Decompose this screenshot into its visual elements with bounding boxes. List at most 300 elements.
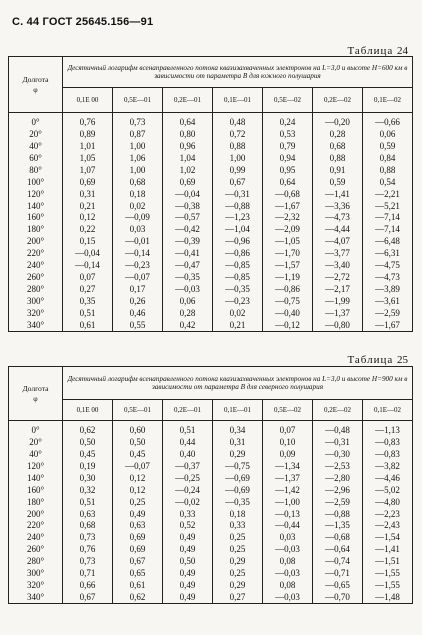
value-cell: —0,07	[113, 271, 163, 283]
column-header: 0,5E—02	[263, 400, 313, 421]
value-cell: 0,63	[63, 508, 113, 520]
value-cell: —1,35	[313, 520, 363, 532]
table-24	[8, 56, 413, 332]
value-cell: 0,67	[113, 555, 163, 567]
value-cell: —5,02	[363, 484, 413, 496]
table-row	[9, 176, 413, 188]
column-header: 0,2E—01	[163, 400, 213, 421]
value-cell: —0,86	[263, 283, 313, 295]
value-cell: —2,23	[363, 508, 413, 520]
value-cell: —0,69	[213, 484, 263, 496]
table-25-caption	[347, 354, 408, 366]
value-cell: —4,46	[363, 472, 413, 484]
value-cell: 0,61	[113, 579, 163, 591]
table-row	[9, 421, 413, 436]
longitude-cell: 160°	[9, 212, 63, 224]
value-cell: —0,65	[313, 579, 363, 591]
table-row	[9, 520, 413, 532]
value-cell: 1,04	[163, 152, 213, 164]
value-cell: —3,89	[363, 283, 413, 295]
column-header: 0,5E—02	[263, 88, 313, 113]
value-cell: —1,41	[313, 188, 363, 200]
value-cell: —1,41	[363, 543, 413, 555]
longitude-cell: 340°	[9, 591, 63, 603]
value-cell: —1,34	[263, 460, 313, 472]
table-25-body	[9, 421, 413, 604]
longitude-header	[9, 367, 63, 421]
value-cell: —3,36	[313, 200, 363, 212]
table-row	[9, 140, 413, 152]
value-cell: —0,09	[113, 212, 163, 224]
longitude-cell: 180°	[9, 496, 63, 508]
longitude-cell: 40°	[9, 140, 63, 152]
value-cell: 0,31	[213, 436, 263, 448]
value-cell: 0,63	[113, 520, 163, 532]
value-cell: —0,88	[313, 508, 363, 520]
longitude-cell: 200°	[9, 508, 63, 520]
value-cell: 0,67	[213, 176, 263, 188]
longitude-cell: 180°	[9, 223, 63, 235]
value-cell: 0,15	[63, 235, 113, 247]
value-cell: 0,06	[363, 128, 413, 140]
value-cell: 0,21	[213, 319, 263, 331]
value-cell: 0,42	[163, 319, 213, 331]
value-cell: —0,69	[213, 472, 263, 484]
value-cell: —0,57	[163, 212, 213, 224]
value-cell: —0,71	[313, 567, 363, 579]
value-cell: —0,38	[163, 200, 213, 212]
value-cell: 0,66	[63, 579, 113, 591]
table-row	[9, 283, 413, 295]
value-cell: —0,12	[263, 319, 313, 331]
value-cell: 0,88	[313, 152, 363, 164]
value-cell: 0,52	[163, 520, 213, 532]
value-cell: 0,12	[113, 484, 163, 496]
table-row	[9, 484, 413, 496]
value-cell: 0,53	[263, 128, 313, 140]
value-cell: 0,89	[63, 128, 113, 140]
longitude-cell: 280°	[9, 555, 63, 567]
column-header: 0,1E—01	[213, 88, 263, 113]
value-cell: —0,14	[113, 247, 163, 259]
value-cell: 0,12	[63, 212, 113, 224]
table-row	[9, 247, 413, 259]
value-cell: —1,55	[363, 567, 413, 579]
value-cell: —2,17	[313, 283, 363, 295]
value-cell: —1,57	[263, 259, 313, 271]
value-cell: 0,40	[163, 448, 213, 460]
value-cell: —0,83	[363, 448, 413, 460]
value-cell: 0,73	[63, 555, 113, 567]
value-cell: 0,50	[163, 555, 213, 567]
value-cell: —0,35	[163, 271, 213, 283]
value-cell: —1,37	[313, 307, 363, 319]
value-cell: 0,30	[63, 472, 113, 484]
table-row	[9, 164, 413, 176]
value-cell: —4,07	[313, 235, 363, 247]
value-cell: 0,69	[113, 543, 163, 555]
value-cell: —0,23	[113, 259, 163, 271]
longitude-label: Долгота	[22, 383, 49, 393]
table-24-caption-number: 24	[397, 45, 408, 57]
value-cell: 0,87	[113, 128, 163, 140]
value-cell: —1,55	[363, 579, 413, 591]
value-cell: —2,72	[313, 271, 363, 283]
value-cell: 0,03	[113, 223, 163, 235]
value-cell: 0,33	[213, 520, 263, 532]
value-cell: 0,49	[163, 567, 213, 579]
table-row	[9, 271, 413, 283]
value-cell: —0,80	[313, 319, 363, 331]
table-25	[8, 366, 413, 604]
value-cell: —0,20	[313, 113, 363, 128]
value-cell: 0,18	[113, 188, 163, 200]
column-header: 0,1E 00	[63, 88, 113, 113]
value-cell: —0,03	[263, 543, 313, 555]
longitude-cell: 260°	[9, 543, 63, 555]
value-cell: 0,69	[163, 176, 213, 188]
value-cell: —0,75	[213, 460, 263, 472]
table-row	[9, 259, 413, 271]
value-cell: 0,73	[113, 113, 163, 128]
value-cell: —0,25	[163, 472, 213, 484]
value-cell: 0,62	[113, 591, 163, 603]
value-cell: —0,68	[313, 531, 363, 543]
value-cell: —0,04	[63, 247, 113, 259]
table-row	[9, 319, 413, 331]
table-row	[9, 152, 413, 164]
column-header: 0,2E—01	[163, 88, 213, 113]
table-row	[9, 307, 413, 319]
value-cell: —0,96	[213, 235, 263, 247]
value-cell: —3,40	[313, 259, 363, 271]
value-cell: —1,42	[263, 484, 313, 496]
table-row	[9, 113, 413, 128]
value-cell: —0,86	[213, 247, 263, 259]
value-cell: 0,25	[113, 496, 163, 508]
value-cell: 0,19	[63, 460, 113, 472]
value-cell: —4,73	[363, 271, 413, 283]
value-cell: —7,14	[363, 223, 413, 235]
value-cell: —0,39	[163, 235, 213, 247]
column-header: 0,1E 00	[63, 400, 113, 421]
longitude-symbol: φ	[33, 84, 38, 94]
value-cell: 0,73	[63, 531, 113, 543]
value-cell: —0,85	[213, 259, 263, 271]
value-cell: —2,09	[263, 223, 313, 235]
longitude-cell: 0°	[9, 421, 63, 436]
value-cell: 0,88	[213, 140, 263, 152]
longitude-label: Долгота	[22, 74, 49, 84]
value-cell: —2,59	[363, 307, 413, 319]
value-cell: —1,37	[263, 472, 313, 484]
value-cell: 0,27	[213, 591, 263, 603]
value-cell: 0,65	[113, 567, 163, 579]
longitude-cell: 40°	[9, 448, 63, 460]
longitude-cell: 20°	[9, 128, 63, 140]
value-cell: 0,49	[163, 531, 213, 543]
value-cell: 1,01	[63, 140, 113, 152]
table-row	[9, 235, 413, 247]
value-cell: —0,03	[163, 283, 213, 295]
value-cell: —2,96	[313, 484, 363, 496]
longitude-cell: 320°	[9, 307, 63, 319]
column-header: 0,1E—02	[363, 400, 413, 421]
longitude-cell: 280°	[9, 283, 63, 295]
value-cell: —1,23	[213, 212, 263, 224]
value-cell: 0,35	[63, 295, 113, 307]
value-cell: 1,00	[213, 152, 263, 164]
value-cell: 0,72	[213, 128, 263, 140]
value-cell: —3,61	[363, 295, 413, 307]
longitude-cell: 240°	[9, 259, 63, 271]
value-cell: 0,80	[163, 128, 213, 140]
column-header: 0,2E—02	[313, 88, 363, 113]
value-cell: —2,80	[313, 472, 363, 484]
value-cell: 0,62	[63, 421, 113, 436]
value-cell: 0,68	[113, 176, 163, 188]
value-cell: 0,02	[213, 307, 263, 319]
value-cell: 0,95	[263, 164, 313, 176]
table-24-description: Десятичный логарифм всенаправленного потока квазизахваченных электронов на L=3,0 и высоте H=600 км в зависимости от параметра B для южного полушария	[63, 57, 413, 88]
table-row	[9, 212, 413, 224]
value-cell: 0,51	[63, 307, 113, 319]
value-cell: —0,68	[263, 188, 313, 200]
value-cell: —0,47	[163, 259, 213, 271]
value-cell: 0,29	[213, 555, 263, 567]
value-cell: 0,29	[213, 448, 263, 460]
value-cell: 0,03	[263, 531, 313, 543]
table-row	[9, 591, 413, 603]
value-cell: —2,21	[363, 188, 413, 200]
value-cell: —0,31	[313, 436, 363, 448]
value-cell: 0,46	[113, 307, 163, 319]
longitude-cell: 20°	[9, 436, 63, 448]
value-cell: —0,31	[213, 188, 263, 200]
value-cell: 0,68	[313, 140, 363, 152]
table-24-caption-word: Таблица	[347, 45, 394, 57]
value-cell: 0,29	[213, 579, 263, 591]
value-cell: 0,25	[213, 543, 263, 555]
table-row	[9, 223, 413, 235]
value-cell: —1,19	[263, 271, 313, 283]
column-header: 0,1E—02	[363, 88, 413, 113]
value-cell: —1,05	[263, 235, 313, 247]
table-row	[9, 531, 413, 543]
value-cell: 1,07	[63, 164, 113, 176]
longitude-cell: 0°	[9, 113, 63, 128]
table-25-caption-number: 25	[397, 354, 408, 366]
value-cell: —1,99	[313, 295, 363, 307]
value-cell: 0,33	[163, 508, 213, 520]
value-cell: —3,77	[313, 247, 363, 259]
value-cell: 0,07	[63, 271, 113, 283]
value-cell: —0,74	[313, 555, 363, 567]
value-cell: —1,70	[263, 247, 313, 259]
value-cell: 0,71	[63, 567, 113, 579]
value-cell: 0,50	[113, 436, 163, 448]
table-row	[9, 543, 413, 555]
value-cell: —0,03	[263, 591, 313, 603]
column-header: 0,2E—02	[313, 400, 363, 421]
value-cell: —0,85	[213, 271, 263, 283]
value-cell: —4,80	[363, 496, 413, 508]
value-cell: 0,02	[113, 200, 163, 212]
value-cell: 1,00	[113, 140, 163, 152]
value-cell: 0,07	[263, 421, 313, 436]
longitude-cell: 120°	[9, 188, 63, 200]
longitude-cell: 240°	[9, 531, 63, 543]
table-25-description: Десятичный логарифм всенаправленного потока квазизахваченных электронов на L=3,0 и высоте H=900 км в зависимости от параметра B для северного полушария	[63, 367, 413, 400]
value-cell: 0,67	[63, 591, 113, 603]
value-cell: —2,32	[263, 212, 313, 224]
value-cell: —0,48	[313, 421, 363, 436]
value-cell: —4,75	[363, 259, 413, 271]
longitude-symbol: φ	[33, 393, 38, 403]
value-cell: 0,44	[163, 436, 213, 448]
table-24-body	[9, 113, 413, 332]
value-cell: —1,67	[263, 200, 313, 212]
value-cell: 0,31	[63, 188, 113, 200]
value-cell: —0,41	[163, 247, 213, 259]
value-cell: —7,14	[363, 212, 413, 224]
value-cell: —0,23	[213, 295, 263, 307]
value-cell: 0,59	[363, 140, 413, 152]
value-cell: 0,88	[363, 164, 413, 176]
value-cell: 0,49	[163, 579, 213, 591]
value-cell: 0,45	[113, 448, 163, 460]
table-row	[9, 579, 413, 591]
value-cell: —0,37	[163, 460, 213, 472]
value-cell: —0,88	[213, 200, 263, 212]
longitude-cell: 340°	[9, 319, 63, 331]
value-cell: —0,14	[63, 259, 113, 271]
value-cell: 0,18	[213, 508, 263, 520]
longitude-cell: 200°	[9, 235, 63, 247]
value-cell: 0,99	[213, 164, 263, 176]
value-cell: 0,49	[113, 508, 163, 520]
value-cell: —0,07	[113, 460, 163, 472]
value-cell: 0,69	[113, 531, 163, 543]
value-cell: 0,54	[363, 176, 413, 188]
column-header: 0,5E—01	[113, 88, 163, 113]
value-cell: 0,12	[113, 472, 163, 484]
value-cell: —6,31	[363, 247, 413, 259]
value-cell: 0,59	[313, 176, 363, 188]
table-row	[9, 436, 413, 448]
value-cell: 1,00	[113, 164, 163, 176]
longitude-cell: 300°	[9, 567, 63, 579]
longitude-cell: 260°	[9, 271, 63, 283]
table-25-caption-word: Таблица	[347, 354, 394, 366]
value-cell: 0,28	[313, 128, 363, 140]
column-header: 0,1E—01	[213, 400, 263, 421]
value-cell: 0,49	[163, 543, 213, 555]
value-cell: 0,24	[263, 113, 313, 128]
value-cell: —0,42	[163, 223, 213, 235]
longitude-cell: 140°	[9, 200, 63, 212]
value-cell: 0,76	[63, 113, 113, 128]
value-cell: 0,17	[113, 283, 163, 295]
value-cell: —2,43	[363, 520, 413, 532]
value-cell: —0,30	[313, 448, 363, 460]
value-cell: 0,48	[213, 113, 263, 128]
table-row	[9, 496, 413, 508]
value-cell: —2,53	[313, 460, 363, 472]
value-cell: 0,68	[63, 520, 113, 532]
value-cell: 0,26	[113, 295, 163, 307]
value-cell: —1,51	[363, 555, 413, 567]
longitude-cell: 160°	[9, 484, 63, 496]
table-row	[9, 567, 413, 579]
value-cell: 0,06	[163, 295, 213, 307]
value-cell: —0,02	[163, 496, 213, 508]
value-cell: —0,75	[263, 295, 313, 307]
value-cell: 1,05	[63, 152, 113, 164]
value-cell: 0,22	[63, 223, 113, 235]
value-cell: 0,61	[63, 319, 113, 331]
table-row	[9, 460, 413, 472]
longitude-cell: 220°	[9, 520, 63, 532]
value-cell: —1,67	[363, 319, 413, 331]
value-cell: 0,64	[263, 176, 313, 188]
value-cell: 0,51	[63, 496, 113, 508]
value-cell: —0,64	[313, 543, 363, 555]
value-cell: —1,04	[213, 223, 263, 235]
value-cell: 0,50	[63, 436, 113, 448]
longitude-cell: 80°	[9, 164, 63, 176]
value-cell: —1,13	[363, 421, 413, 436]
value-cell: 0,08	[263, 579, 313, 591]
value-cell: 0,69	[63, 176, 113, 188]
value-cell: —2,59	[313, 496, 363, 508]
value-cell: 0,32	[63, 484, 113, 496]
table-row	[9, 555, 413, 567]
longitude-cell: 300°	[9, 295, 63, 307]
value-cell: —5,21	[363, 200, 413, 212]
value-cell: —0,70	[313, 591, 363, 603]
value-cell: —0,04	[163, 188, 213, 200]
value-cell: 0,25	[213, 567, 263, 579]
value-cell: —0,13	[263, 508, 313, 520]
value-cell: —0,03	[263, 567, 313, 579]
value-cell: 0,21	[63, 200, 113, 212]
table-row	[9, 128, 413, 140]
value-cell: 0,94	[263, 152, 313, 164]
value-cell: —0,40	[263, 307, 313, 319]
value-cell: 0,45	[63, 448, 113, 460]
table-row	[9, 200, 413, 212]
value-cell: —4,73	[313, 212, 363, 224]
longitude-cell: 220°	[9, 247, 63, 259]
value-cell: 0,25	[213, 531, 263, 543]
longitude-cell: 140°	[9, 472, 63, 484]
value-cell: —3,82	[363, 460, 413, 472]
table-row	[9, 472, 413, 484]
table-row	[9, 295, 413, 307]
value-cell: 0,28	[163, 307, 213, 319]
value-cell: 1,06	[113, 152, 163, 164]
value-cell: 0,34	[213, 421, 263, 436]
value-cell: 1,02	[163, 164, 213, 176]
value-cell: —0,35	[213, 496, 263, 508]
value-cell: —0,24	[163, 484, 213, 496]
value-cell: 0,91	[313, 164, 363, 176]
value-cell: —1,54	[363, 531, 413, 543]
value-cell: —0,66	[363, 113, 413, 128]
value-cell: —6,48	[363, 235, 413, 247]
value-cell: 0,51	[163, 421, 213, 436]
